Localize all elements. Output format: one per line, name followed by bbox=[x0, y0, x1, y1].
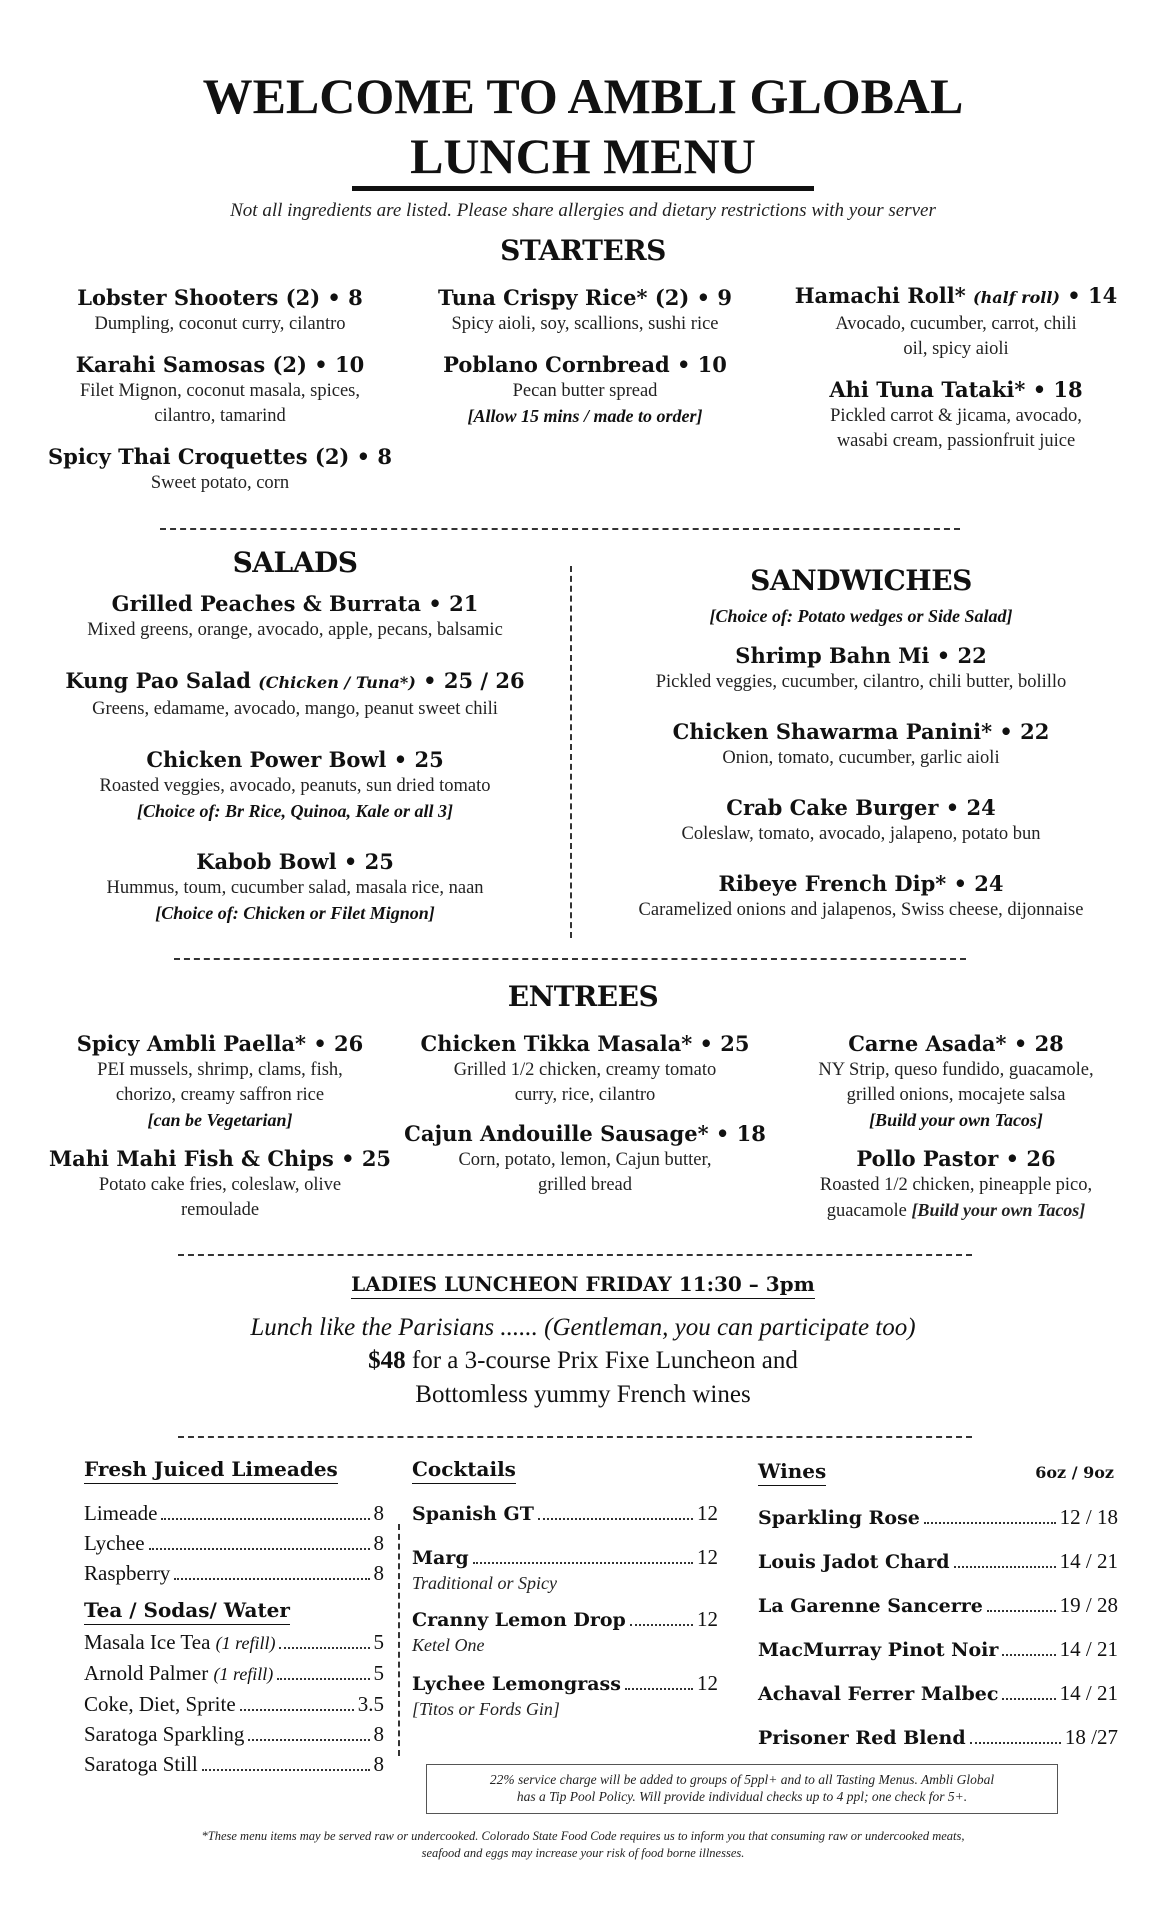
menu-item bbox=[30, 590, 560, 643]
dot-leader bbox=[538, 1518, 693, 1520]
item-desc: grilled bread bbox=[538, 1175, 632, 1195]
item-name: Ahi Tuna Tataki* • 18 bbox=[829, 377, 1083, 402]
drink-name: Louis Jadot Chard bbox=[758, 1551, 950, 1573]
luncheon-price: $48 bbox=[368, 1347, 406, 1374]
luncheon-title-wrap bbox=[0, 1272, 1166, 1296]
drink-name: Achaval Ferrer Malbec bbox=[758, 1683, 999, 1705]
drink-name: Saratoga Still bbox=[84, 1752, 198, 1776]
item-name bbox=[30, 667, 560, 697]
item-desc: chorizo, creamy saffron rice bbox=[115, 1085, 325, 1105]
divider bbox=[178, 1436, 972, 1438]
menu-item bbox=[776, 282, 1136, 362]
item-name: Kabob Bowl • 25 bbox=[196, 849, 394, 874]
menu-item bbox=[776, 376, 1136, 454]
menu-item bbox=[776, 1145, 1136, 1224]
item-desc: Coleslaw, tomato, avocado, jalapeno, potato bun bbox=[681, 824, 1041, 844]
drink-name: Spanish GT bbox=[412, 1503, 534, 1525]
wines-heading: Wines bbox=[758, 1459, 826, 1486]
wine-sizes: 6oz / 9oz bbox=[1035, 1463, 1114, 1482]
limeades-section bbox=[84, 1457, 384, 1779]
page-title-line1: WELCOME TO AMBLI GLOBAL bbox=[202, 68, 964, 124]
dot-leader bbox=[174, 1578, 369, 1580]
cocktails-section bbox=[412, 1457, 718, 1720]
drink-row bbox=[758, 1716, 1118, 1760]
item-price: • 14 bbox=[1067, 283, 1118, 308]
drink-row bbox=[758, 1628, 1118, 1672]
item-price: • 25 / 26 bbox=[423, 668, 525, 693]
entrees-heading: ENTREES bbox=[507, 980, 659, 1013]
drink-price: 8 bbox=[373, 1752, 384, 1776]
service-note-line1: 22% service charge will be added to groups of 5ppl+ and to all Tasting Menus. Ambli Global bbox=[489, 1772, 995, 1787]
item-name: Crab Cake Burger • 24 bbox=[726, 795, 996, 820]
item-note: [Choice of: Chicken or Filet Mignon] bbox=[155, 903, 435, 923]
menu-item bbox=[586, 718, 1136, 771]
luncheon-title: LADIES LUNCHEON FRIDAY 11:30 – 3pm bbox=[351, 1272, 815, 1299]
item-desc: PEI mussels, shrimp, clams, fish, bbox=[97, 1060, 343, 1080]
drink-price: 19 / 28 bbox=[1059, 1593, 1118, 1617]
drink-row bbox=[412, 1542, 718, 1573]
item-desc: Dumpling, coconut curry, cilantro bbox=[94, 314, 346, 334]
dot-leader bbox=[202, 1769, 370, 1771]
drink-name: Saratoga Sparkling bbox=[84, 1722, 245, 1746]
menu-item bbox=[30, 746, 560, 824]
drink-row bbox=[84, 1719, 384, 1749]
drink-price: 14 / 21 bbox=[1059, 1681, 1118, 1705]
item-desc: Roasted veggies, avocado, peanuts, sun dried tomato bbox=[99, 776, 491, 796]
drink-row bbox=[758, 1584, 1118, 1628]
item-note: [Build your own Tacos] bbox=[869, 1110, 1043, 1130]
drink-price: 12 bbox=[697, 1671, 718, 1695]
drink-price: 14 / 21 bbox=[1059, 1549, 1118, 1573]
disclaimer-line2: seafood and eggs may increase your risk of food borne illnesses. bbox=[421, 1846, 745, 1860]
drink-subtext: [Titos or Fords Gin] bbox=[412, 1699, 560, 1719]
item-name: Poblano Cornbread • 10 bbox=[443, 352, 727, 377]
item-desc: Onion, tomato, cucumber, garlic aioli bbox=[722, 748, 1000, 768]
drink-price: 14 / 21 bbox=[1059, 1637, 1118, 1661]
luncheon-line2-text: for a 3-course Prix Fixe Luncheon and bbox=[405, 1347, 798, 1374]
raw-food-disclaimer bbox=[20, 1828, 1146, 1862]
menu-item bbox=[776, 1030, 1136, 1133]
drink-name: Lychee Lemongrass bbox=[412, 1673, 621, 1695]
item-desc: Mixed greens, orange, avocado, apple, pecans, balsamic bbox=[87, 620, 503, 640]
entrees-col2 bbox=[395, 1030, 775, 1198]
item-name: Chicken Power Bowl • 25 bbox=[146, 747, 444, 772]
dot-leader bbox=[277, 1678, 369, 1680]
item-name: Lobster Shooters (2) • 8 bbox=[77, 285, 363, 310]
dot-leader bbox=[954, 1566, 1056, 1568]
item-desc: wasabi cream, passionfruit juice bbox=[836, 431, 1076, 451]
drink-price: 8 bbox=[373, 1501, 384, 1525]
divider bbox=[178, 1254, 972, 1256]
drink-name: MacMurray Pinot Noir bbox=[758, 1639, 999, 1661]
dot-leader bbox=[1002, 1698, 1055, 1700]
luncheon-line1: Lunch like the Parisians ...... (Gentleman, you can participate too) bbox=[250, 1314, 916, 1341]
item-name: Grilled Peaches & Burrata • 21 bbox=[111, 591, 479, 616]
drink-name: Raspberry bbox=[84, 1561, 171, 1585]
drink-row bbox=[758, 1672, 1118, 1716]
drink-name: Sparkling Rose bbox=[758, 1507, 920, 1529]
item-desc-tail: guacamole bbox=[826, 1201, 907, 1221]
drink-subtext: Traditional or Spicy bbox=[412, 1573, 558, 1593]
item-desc: Potato cake fries, coleslaw, olive bbox=[98, 1175, 342, 1195]
item-note: [Build your own Tacos] bbox=[911, 1200, 1086, 1220]
item-desc: oil, spicy aioli bbox=[903, 339, 1009, 359]
drink-qualifier: (1 refill) bbox=[213, 1664, 274, 1684]
service-charge-box bbox=[426, 1764, 1058, 1814]
item-name-qualifier: (Chicken / Tuna*) bbox=[258, 673, 416, 692]
item-desc: cilantro, tamarind bbox=[154, 406, 286, 426]
salads-list bbox=[30, 590, 560, 926]
menu-item bbox=[586, 642, 1136, 695]
disclaimer-line1: *These menu items may be served raw or undercooked. Colorado State Food Code requires us to inform you that consuming raw or undercooked meats, bbox=[201, 1829, 965, 1843]
item-name-qualifier: (half roll) bbox=[973, 288, 1060, 307]
sandwiches-list bbox=[586, 642, 1136, 923]
drink-row bbox=[84, 1749, 384, 1779]
menu-item bbox=[30, 1145, 410, 1223]
drink-name: Arnold Palmer bbox=[84, 1661, 209, 1685]
dot-leader bbox=[248, 1739, 369, 1741]
drink-row bbox=[84, 1528, 384, 1558]
drink-name: Cranny Lemon Drop bbox=[412, 1609, 626, 1631]
menu-item bbox=[30, 284, 410, 337]
item-desc: Grilled 1/2 chicken, creamy tomato bbox=[453, 1060, 717, 1080]
menu-item bbox=[30, 1030, 410, 1133]
drink-row bbox=[412, 1498, 718, 1529]
menu-item bbox=[395, 1120, 775, 1198]
sandwiches-note: [Choice of: Potato wedges or Side Salad] bbox=[709, 606, 1013, 626]
drink-row bbox=[758, 1540, 1118, 1584]
item-name-main: Hamachi Roll* bbox=[794, 283, 966, 308]
luncheon-line3: Bottomless yummy French wines bbox=[415, 1381, 751, 1408]
menu-item bbox=[586, 870, 1136, 923]
item-name: Spicy Ambli Paella* • 26 bbox=[76, 1031, 364, 1056]
drink-price: 18 /27 bbox=[1064, 1725, 1118, 1749]
item-name: Chicken Tikka Masala* • 25 bbox=[420, 1031, 750, 1056]
drink-price: 8 bbox=[373, 1561, 384, 1585]
item-desc: grilled onions, mocajete salsa bbox=[846, 1085, 1066, 1105]
item-desc: curry, rice, cilantro bbox=[514, 1085, 656, 1105]
dot-leader bbox=[279, 1647, 369, 1649]
cocktails-heading: Cocktails bbox=[412, 1457, 516, 1484]
item-name bbox=[776, 282, 1136, 312]
item-desc: Spicy aioli, soy, scallions, sushi rice bbox=[451, 314, 719, 334]
luncheon-line2 bbox=[0, 1347, 1166, 1375]
drink-row bbox=[412, 1604, 718, 1635]
item-name: Shrimp Bahn Mi • 22 bbox=[735, 643, 987, 668]
drink-price: 5 bbox=[373, 1630, 384, 1654]
dot-leader bbox=[240, 1709, 354, 1711]
dot-leader bbox=[924, 1522, 1056, 1524]
drink-qualifier: (1 refill) bbox=[215, 1633, 276, 1653]
item-desc: NY Strip, queso fundido, guacamole, bbox=[818, 1060, 1094, 1080]
item-desc: Roasted 1/2 chicken, pineapple pico, bbox=[819, 1175, 1093, 1195]
dot-leader bbox=[161, 1518, 369, 1520]
sandwiches-note-wrap bbox=[586, 604, 1136, 629]
drink-row bbox=[412, 1668, 718, 1699]
drink-name: La Garenne Sancerre bbox=[758, 1595, 983, 1617]
menu-item bbox=[30, 443, 410, 496]
sandwiches-heading: SANDWICHES bbox=[750, 564, 972, 597]
dot-leader bbox=[970, 1742, 1061, 1744]
entrees-col3 bbox=[776, 1030, 1136, 1224]
drink-price: 12 bbox=[697, 1607, 718, 1631]
drink-price: 5 bbox=[373, 1661, 384, 1685]
menu-item bbox=[30, 667, 560, 722]
item-name: Cajun Andouille Sausage* • 18 bbox=[404, 1121, 766, 1146]
drink-price: 12 bbox=[697, 1501, 718, 1525]
drink-subtext: Ketel One bbox=[412, 1635, 485, 1655]
drink-name: Prisoner Red Blend bbox=[758, 1727, 966, 1749]
dot-leader bbox=[630, 1624, 693, 1626]
starters-heading: STARTERS bbox=[500, 234, 666, 267]
item-name: Mahi Mahi Fish & Chips • 25 bbox=[48, 1146, 392, 1171]
service-note-line2: has a Tip Pool Policy. Will provide individual checks up to 4 ppl; one check for 5+. bbox=[516, 1789, 968, 1804]
menu-item bbox=[586, 794, 1136, 847]
item-desc: Pickled carrot & jicama, avocado, bbox=[830, 406, 1082, 426]
divider bbox=[174, 958, 966, 960]
column-divider bbox=[570, 566, 572, 938]
drink-name: Limeade bbox=[84, 1501, 158, 1525]
column-divider bbox=[398, 1524, 400, 1756]
starters-col2 bbox=[395, 284, 775, 429]
item-desc: Caramelized onions and jalapenos, Swiss cheese, dijonnaise bbox=[638, 900, 1084, 920]
dot-leader bbox=[1002, 1654, 1055, 1656]
item-desc: Filet Mignon, coconut masala, spices, bbox=[79, 381, 361, 401]
item-desc: Sweet potato, corn bbox=[150, 473, 290, 493]
dot-leader bbox=[149, 1548, 370, 1550]
title-underline bbox=[352, 186, 814, 191]
drink-name: Coke, Diet, Sprite bbox=[84, 1692, 236, 1716]
item-desc: Avocado, cucumber, carrot, chili bbox=[835, 314, 1077, 334]
wines-section bbox=[758, 1459, 1118, 1760]
item-desc: Greens, edamame, avocado, mango, peanut sweet chili bbox=[92, 699, 498, 719]
item-desc: remoulade bbox=[180, 1200, 260, 1220]
drink-price: 12 bbox=[697, 1545, 718, 1569]
entrees-col1 bbox=[30, 1030, 410, 1223]
dot-leader bbox=[473, 1562, 693, 1564]
menu-item bbox=[395, 351, 775, 429]
item-name: Carne Asada* • 28 bbox=[848, 1031, 1064, 1056]
salads-heading: SALADS bbox=[232, 546, 358, 579]
dot-leader bbox=[987, 1610, 1056, 1612]
item-name: Tuna Crispy Rice* (2) • 9 bbox=[438, 285, 732, 310]
item-desc: Corn, potato, lemon, Cajun butter, bbox=[458, 1150, 712, 1170]
drink-row bbox=[84, 1689, 384, 1719]
drink-row bbox=[84, 1658, 384, 1689]
item-note: [Choice of: Br Rice, Quinoa, Kale or all 3] bbox=[137, 801, 453, 821]
drink-row bbox=[84, 1627, 384, 1658]
item-name: Ribeye French Dip* • 24 bbox=[718, 871, 1004, 896]
item-name: Karahi Samosas (2) • 10 bbox=[75, 352, 365, 377]
menu-item bbox=[30, 351, 410, 429]
drink-price: 3.5 bbox=[357, 1692, 384, 1716]
divider bbox=[160, 528, 960, 530]
drink-row bbox=[84, 1498, 384, 1528]
allergy-note: Not all ingredients are listed. Please share allergies and dietary restrictions with your server bbox=[230, 200, 936, 221]
item-desc: Pecan butter spread bbox=[512, 381, 658, 401]
starters-col3 bbox=[776, 282, 1136, 454]
drink-price: 8 bbox=[373, 1722, 384, 1746]
item-name-main: Kung Pao Salad bbox=[65, 668, 251, 693]
page-title-line2: LUNCH MENU bbox=[410, 128, 756, 184]
drink-price: 8 bbox=[373, 1531, 384, 1555]
item-desc: Pickled veggies, cucumber, cilantro, chili butter, bolillo bbox=[655, 672, 1067, 692]
starters-col1 bbox=[30, 284, 410, 496]
drink-price: 12 / 18 bbox=[1059, 1505, 1118, 1529]
drink-row bbox=[758, 1496, 1118, 1540]
drink-name: Masala Ice Tea bbox=[84, 1630, 211, 1654]
tea-heading: Tea / Sodas/ Water bbox=[84, 1598, 290, 1625]
menu-item bbox=[395, 1030, 775, 1108]
menu-item bbox=[395, 284, 775, 337]
item-name: Spicy Thai Croquettes (2) • 8 bbox=[47, 444, 393, 469]
menu-item bbox=[30, 848, 560, 926]
item-name: Pollo Pastor • 26 bbox=[856, 1146, 1056, 1171]
item-desc: Hummus, toum, cucumber salad, masala rice, naan bbox=[106, 878, 484, 898]
drink-row bbox=[84, 1558, 384, 1588]
drink-name: Marg bbox=[412, 1547, 469, 1569]
item-desc bbox=[776, 1198, 1136, 1224]
drink-name: Lychee bbox=[84, 1531, 145, 1555]
item-name: Chicken Shawarma Panini* • 22 bbox=[672, 719, 1050, 744]
dot-leader bbox=[625, 1688, 693, 1690]
item-note: [can be Vegetarian] bbox=[147, 1110, 293, 1130]
limeades-heading: Fresh Juiced Limeades bbox=[84, 1457, 338, 1484]
item-note: [Allow 15 mins / made to order] bbox=[467, 406, 703, 426]
